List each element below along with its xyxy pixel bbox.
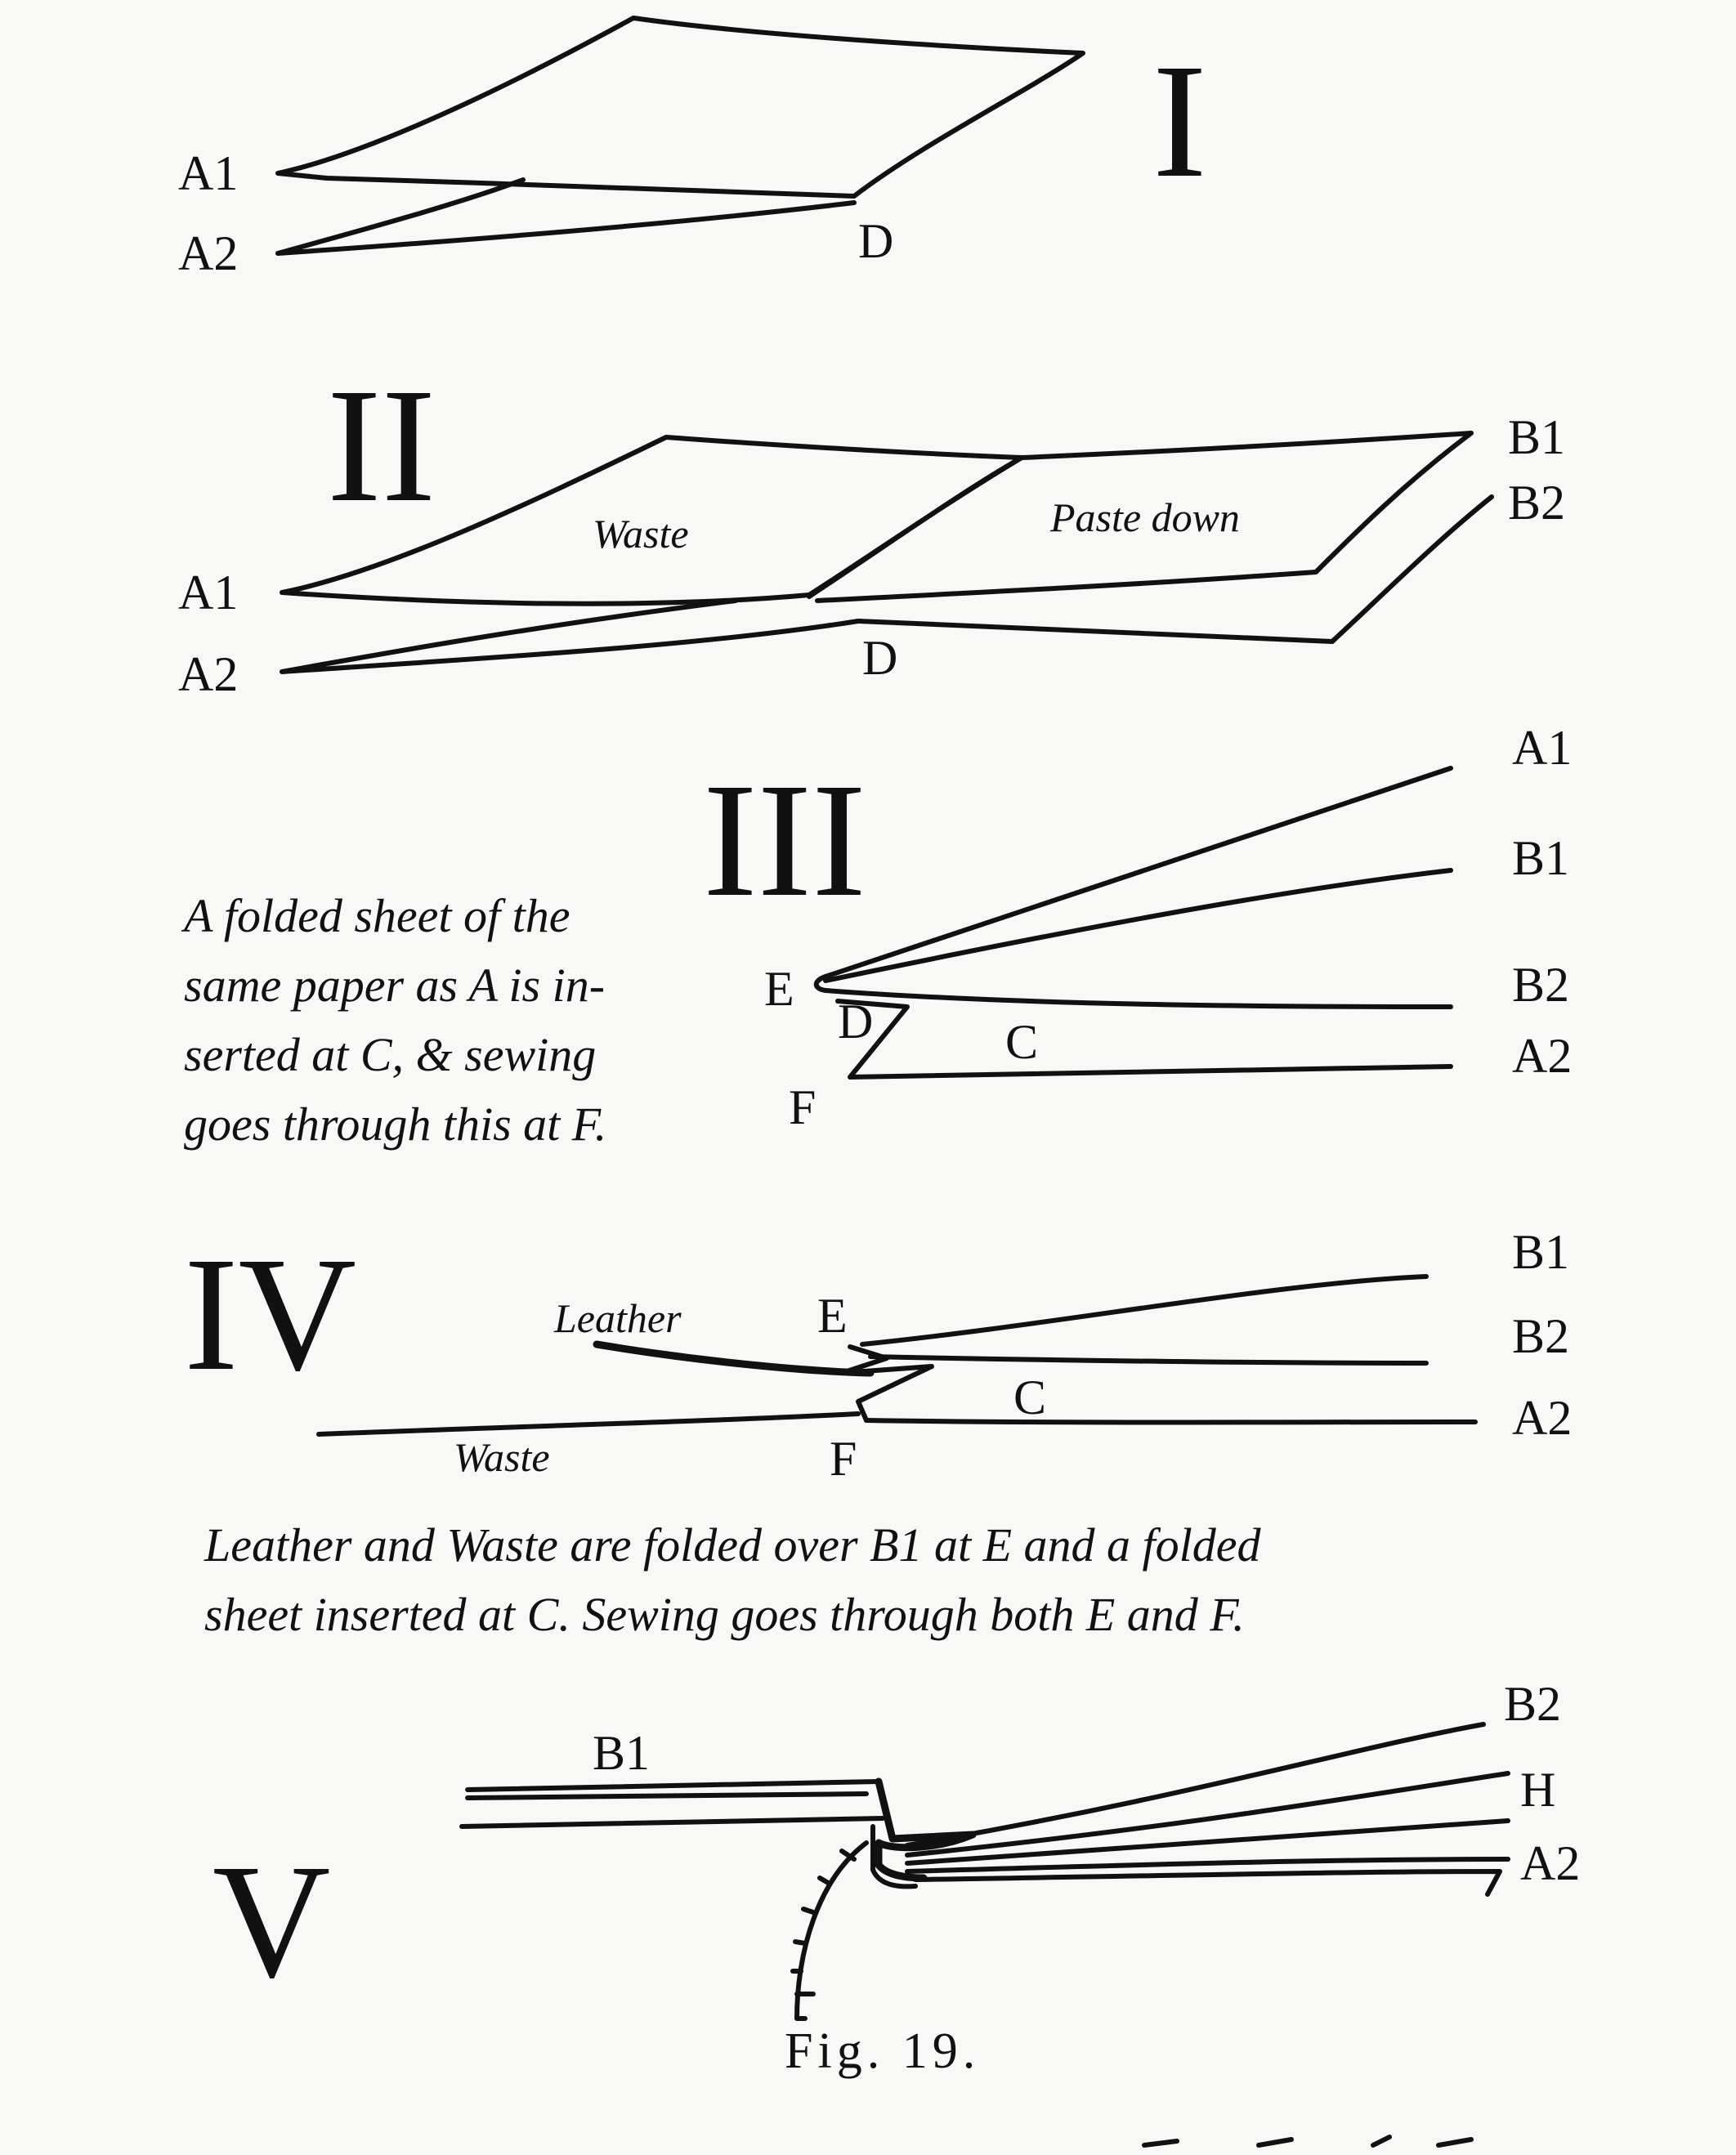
- label-a2: A2: [178, 647, 239, 701]
- label-d: D: [858, 214, 894, 268]
- label-e: E: [764, 962, 794, 1016]
- label-f: F: [830, 1432, 857, 1486]
- label-c: C: [1005, 1015, 1039, 1069]
- label-a2: A2: [1512, 1029, 1573, 1083]
- section-iii-note: [181, 889, 606, 1151]
- label-h: H: [1520, 1763, 1556, 1817]
- page-bottom-text-fragment: [1144, 2137, 1471, 2145]
- numeral-iii: III: [703, 750, 866, 931]
- leaf-line: [915, 1871, 1500, 1894]
- section-v: [213, 1677, 1580, 2019]
- numeral-v: V: [213, 1831, 331, 2012]
- numeral-ii: II: [327, 355, 436, 536]
- sewing-arc: [797, 1843, 866, 2019]
- note-line: serted at C, & sewing: [184, 1028, 597, 1081]
- section-iv: [184, 1224, 1572, 1641]
- label-a2: A2: [1512, 1391, 1573, 1445]
- leaf-b1-line: [862, 1276, 1426, 1344]
- inserted-sheet-zigzag: [838, 1001, 1451, 1077]
- leaf-b2-line: [825, 990, 1451, 1007]
- label-b2: B2: [1508, 476, 1566, 530]
- label-b2: B2: [1504, 1677, 1562, 1731]
- leaf-a1-line: [825, 768, 1451, 977]
- leaf-b1-line: [468, 1782, 879, 1790]
- label-d: D: [838, 995, 874, 1048]
- section-iv-note: [204, 1518, 1261, 1641]
- label-leather: Leather: [554, 1295, 682, 1341]
- label-a1: A1: [1512, 721, 1573, 775]
- label-c: C: [1013, 1370, 1047, 1424]
- label-b2: B2: [1512, 1309, 1570, 1363]
- label-b1: B1: [593, 1726, 651, 1780]
- note-line: same paper as A is in-: [184, 959, 606, 1012]
- label-b2: B2: [1512, 958, 1570, 1012]
- leaf-a2-line: [866, 1420, 1475, 1423]
- label-a1: A1: [178, 146, 239, 200]
- label-d: D: [862, 631, 898, 685]
- section-iii: [181, 721, 1572, 1151]
- sheet-a2-outline: [282, 601, 858, 672]
- fold-e-curve: [817, 977, 825, 990]
- note-line: sheet inserted at C. Sewing goes through both E and F.: [204, 1588, 1245, 1641]
- leaf-b1-line: [825, 870, 1451, 981]
- label-e: E: [817, 1289, 848, 1343]
- leather-line: [597, 1344, 870, 1373]
- label-a2: A2: [1520, 1836, 1581, 1890]
- label-a1: A1: [178, 566, 239, 619]
- label-a2: A2: [178, 226, 239, 280]
- note-line: A folded sheet of the: [184, 889, 570, 942]
- numeral-iv: IV: [184, 1224, 357, 1405]
- section-ii: [178, 355, 1565, 701]
- section-i: [178, 18, 1207, 280]
- sheet-a1-outline: [278, 18, 1083, 196]
- label-paste-down: Paste down: [1050, 494, 1240, 540]
- label-waste: Waste: [454, 1434, 550, 1480]
- leaf-b2-line: [870, 1357, 1426, 1363]
- label-b1: B1: [1512, 1225, 1570, 1279]
- figure-caption: Fig. 19.: [785, 2023, 981, 2079]
- note-line: goes through this at F.: [184, 1098, 607, 1151]
- label-f: F: [789, 1080, 817, 1134]
- label-b1: B1: [1508, 410, 1566, 464]
- label-waste: Waste: [593, 511, 689, 557]
- numeral-i: I: [1152, 31, 1207, 212]
- board-line: [462, 1818, 883, 1826]
- note-line: Leather and Waste are folded over B1 at E and a folded: [204, 1518, 1261, 1572]
- label-b1: B1: [1512, 831, 1570, 885]
- leaf-b1-line: [468, 1794, 866, 1798]
- waste-line: [319, 1414, 858, 1434]
